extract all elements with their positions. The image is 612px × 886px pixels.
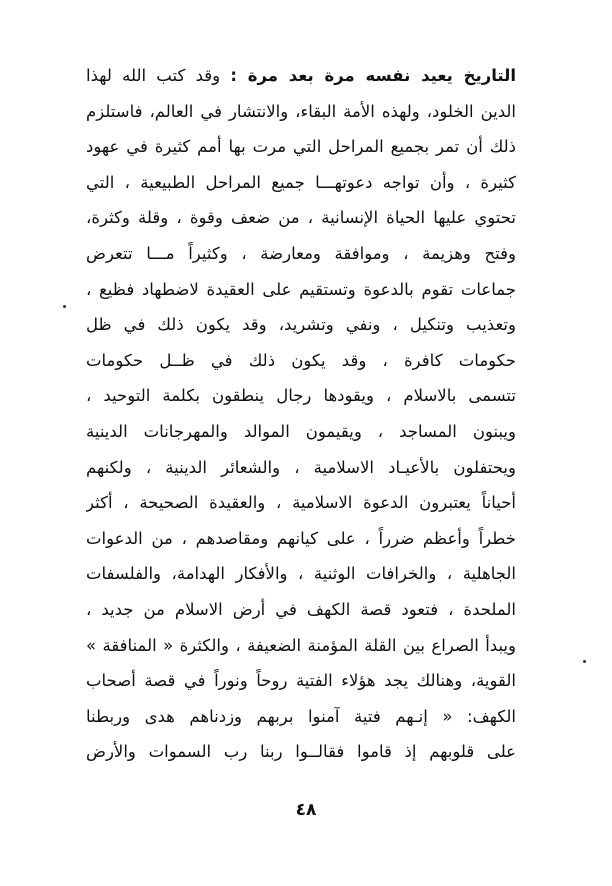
text-line-1 bbox=[86, 58, 516, 94]
text-line-17: ويبدأ الصراع بين القلة المؤمنة الضعيفة ، والكثرة « المنافقة » bbox=[86, 635, 516, 655]
lead-phrase: التاريخ يعيد نفسه مرة بعد مرة : bbox=[230, 66, 516, 85]
text-line-14: خطراً وأعظم ضرراً ، على كيانهم ومقاصدهم ، من الدعوات bbox=[86, 528, 516, 548]
text-line-7: جماعات تقوم بالدعوة وتستقيم على العقيدة لاضطهاد فظيع ، bbox=[86, 279, 516, 299]
text-line-2: الدين الخلود، ولهذه الأمة البقاء، والانتشار في العالم، فاستلزم bbox=[86, 101, 516, 121]
text-line-6: وفتح وهزيمة ، وموافقة ومعارضة ، وكثيراً مـــا تتعرض bbox=[86, 243, 516, 263]
text-line-1-rest: وقد كتب الله لهذا bbox=[86, 66, 231, 85]
text-line-3: ذلك أن تمر بجميع المراحل التي مرت بها أمم كثيرة في عهود bbox=[86, 137, 516, 157]
text-line-20: على قلوبهم إذ قاموا فقالــوا ربنا رب السموات والأرض bbox=[86, 742, 516, 762]
text-line-8: وتعذيب وتنكيل ، ونفي وتشريد، وقد يكون ذلك في ظل bbox=[86, 315, 516, 335]
text-line-10: تتسمى بالاسلام ، ويقودها رجال ينطقون بكلمة التوحيد ، bbox=[86, 386, 516, 406]
text-line-19: الكهف: « إنـهم فتية آمنوا بربهم وزدناهم هدى وربطنا bbox=[86, 706, 516, 726]
margin-dot bbox=[63, 305, 66, 308]
text-line-15: الجاهلية ، والخرافات الوثنية ، والأفكار الهدامة، والفلسفات bbox=[86, 564, 516, 584]
text-line-5: تحتوي عليها الحياة الإنسانية ، من ضعف وقوة ، وقلة وكثرة، bbox=[86, 208, 516, 228]
text-line-12: ويحتفلون بالأعيـاد الاسلامية ، والشعائر الدينية ، ولكنهم bbox=[86, 457, 516, 477]
text-line-18: القوية، وهنالك يجد هؤلاء الفتية روحاً ونوراً في قصة أصحاب bbox=[86, 671, 516, 691]
text-line-9: حكومات كافرة ، وقد يكون ذلك في ظــل حكومات bbox=[86, 350, 516, 370]
body-text bbox=[86, 58, 516, 770]
page-number: ٤٨ bbox=[295, 800, 317, 820]
text-line-4: كثيرة ، وأن تواجه دعوتهـــا جميع المراحل الطبيعية ، التي bbox=[86, 172, 516, 192]
text-line-13: أحياناً يعتبرون الدعوة الاسلامية ، والعقيدة الصحيحة ، أكثر bbox=[86, 493, 516, 513]
margin-dot bbox=[583, 660, 586, 663]
text-line-16: الملحدة ، فتعود قصة الكهف في أرض الاسلام من جديد ، bbox=[86, 599, 516, 619]
text-line-11: ويبنون المساجد ، ويقيمون الموالد والمهرجانات الدينية bbox=[86, 421, 516, 441]
